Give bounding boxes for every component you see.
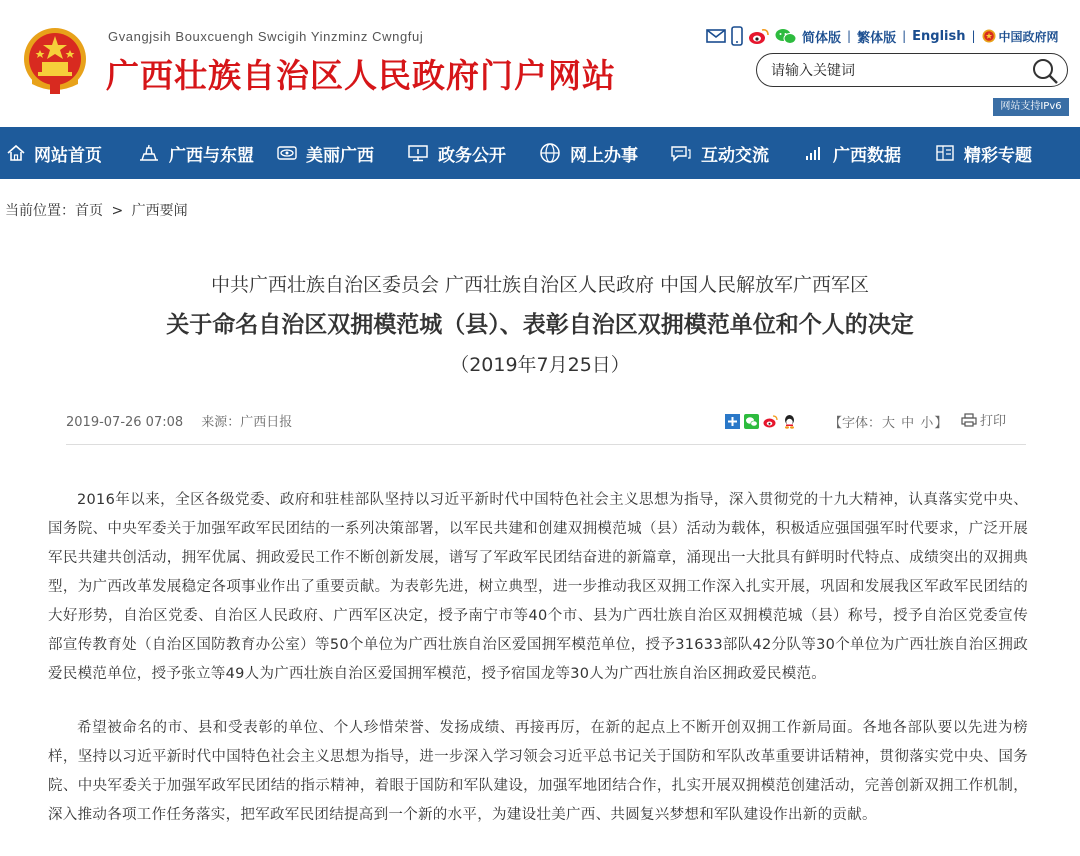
nav-item-beautiful[interactable] xyxy=(276,127,374,179)
nav-item-gov-affairs[interactable] xyxy=(406,127,506,179)
article-date-line: （2019年7月25日） xyxy=(450,354,630,376)
article-meta xyxy=(66,411,306,430)
breadcrumb-home[interactable]: 首页 xyxy=(75,203,103,219)
font-large-button[interactable]: 大 xyxy=(882,416,896,431)
simplified-link[interactable]: 简体版 xyxy=(802,30,842,46)
article-source: 来源：广西日报 xyxy=(201,415,293,430)
breadcrumb-current[interactable]: 广西要闻 xyxy=(131,203,188,219)
nav-label: 广西与东盟 xyxy=(169,145,254,166)
article-paragraph: 希望被命名的市、县和受表彰的单位、个人珍惜荣誉、发扬成绩、再接再厉，在新的起点上不断开创双拥工作新局面。各地各部队要以先进为榜样，坚持以习近平新时代中国特色社会主义思想为指导，进一步深入学习领会习近平总书记关于国防和军队改革重要讲话精神，贯彻落实党中央、国务院、中央军委关于加强军政军民团结的指示精神，着眼于国防和军队建设，加强军地团结合作，扎实开展双拥模范创建活动，完善创新双拥工作机制，深入推动各项工作任务落实，把军政军民团结提高到一个新的水平，为建设壮美广西、共圆复兴梦想和军队建设作出新的贡献。 xyxy=(48,720,1028,823)
publish-time: 2019-07-26 07:08 xyxy=(66,415,184,430)
globe-icon xyxy=(538,142,562,164)
bar-chart-icon xyxy=(803,143,825,163)
english-link[interactable]: English xyxy=(912,28,966,44)
main-nav xyxy=(0,127,1080,179)
share-bar xyxy=(725,414,797,429)
font-size-label: 【字体： xyxy=(829,416,882,431)
wechat-share-icon[interactable] xyxy=(744,414,759,429)
monitor-icon xyxy=(406,143,430,163)
site-title[interactable]: 广西壮族自治区人民政府门户网站 xyxy=(106,56,616,95)
breadcrumb-arrow: > xyxy=(111,203,124,219)
gov-emblem-icon xyxy=(982,29,996,43)
wechat-icon[interactable] xyxy=(775,27,797,45)
nav-label: 美丽广西 xyxy=(306,145,374,166)
weibo-icon[interactable] xyxy=(748,27,770,45)
print-label: 打印 xyxy=(980,414,1007,429)
site-subtitle: Gvangjsih Bouxcuengh Swcigih Yinzminz Cwngfuj xyxy=(108,29,424,44)
share-plus-icon[interactable] xyxy=(725,414,740,429)
font-size-control xyxy=(829,412,947,431)
nav-item-asean[interactable] xyxy=(137,127,254,179)
print-button[interactable] xyxy=(961,410,1006,429)
home-icon xyxy=(6,143,26,163)
search-icon[interactable] xyxy=(1031,57,1059,85)
nav-item-online-service[interactable] xyxy=(538,127,638,179)
search-input[interactable] xyxy=(771,60,1021,82)
ipv6-badge: 网站支持IPv6 xyxy=(993,98,1069,116)
search-box xyxy=(756,53,1068,87)
site-header xyxy=(0,0,1080,127)
font-size-close: 】 xyxy=(934,416,948,431)
breadcrumb xyxy=(5,200,192,220)
nav-label: 网上办事 xyxy=(570,145,638,166)
nav-item-topics[interactable] xyxy=(934,127,1032,179)
weibo-share-icon[interactable] xyxy=(763,414,778,429)
article-paragraph: 2016年以来，全区各级党委、政府和驻桂部队坚持以习近平新时代中国特色社会主义思想为指导，深入贯彻党的十九大精神，认真落实党中央、国务院、中央军委关于加强军政军民团结的一系列决策部署，以军民共建和创建双拥模范城（县）活动为载体，积极适应强国强军时代要求，广泛开展军民共建共创活动，拥军优属、拥政爱民工作不断创新发展，谱写了军政军民团结奋进的新篇章，涌现出一大批具有鲜明时代特点、成绩突出的双拥典型，为广西改革发展稳定各项事业作出了重要贡献。为表彰先进，树立典型，进一步推动我区双拥工作深入扎实开展，巩固和发展我区军政军民团结的大好形势，自治区党委、自治区人民政府、广西军区决定，授予南宁市等40个市、县为广西壮族自治区双拥模范城（县）称号，授予自治区党委宣传部宣传教育处（自治区国防教育办公室）等50个单位为广西壮族自治区爱国拥军模范单位，授予31633部队42分队等30个单位为广西壮族自治区拥政爱民模范单位，授予张立等49人为广西壮族自治区爱国拥军模范，授予宿国龙等30人为广西壮族自治区拥政爱民模范。 xyxy=(48,492,1028,682)
article-title: 关于命名自治区双拥模范城（县）、表彰自治区双拥模范单位和个人的决定 xyxy=(166,312,914,338)
nav-item-interaction[interactable] xyxy=(669,127,769,179)
qq-share-icon[interactable] xyxy=(782,414,797,429)
nav-item-home[interactable] xyxy=(6,127,102,179)
breadcrumb-prefix: 当前位置： xyxy=(5,203,75,219)
mobile-icon[interactable] xyxy=(731,26,743,46)
nav-label: 网站首页 xyxy=(34,145,102,166)
separator: | xyxy=(902,29,907,43)
printer-icon xyxy=(961,413,977,427)
nav-label: 广西数据 xyxy=(833,145,901,166)
issuing-organizations: 中共广西壮族自治区委员会 广西壮族自治区人民政府 中国人民解放军广西军区 xyxy=(210,274,870,296)
nav-label: 精彩专题 xyxy=(964,145,1032,166)
chat-icon xyxy=(669,143,693,163)
separator: | xyxy=(971,29,976,43)
mail-icon[interactable] xyxy=(706,28,726,44)
gov-website-link[interactable]: 中国政府网 xyxy=(998,29,1059,44)
top-links xyxy=(706,24,1059,48)
nav-item-data[interactable] xyxy=(803,127,901,179)
traditional-link[interactable]: 繁体版 xyxy=(857,30,897,46)
nav-label: 政务公开 xyxy=(438,145,506,166)
national-emblem-icon[interactable] xyxy=(22,26,88,96)
nav-label: 互动交流 xyxy=(701,145,769,166)
font-medium-button[interactable]: 中 xyxy=(901,416,915,431)
eye-icon xyxy=(276,143,298,163)
separator: | xyxy=(847,29,852,43)
grid-icon xyxy=(934,143,956,163)
building-icon xyxy=(137,143,161,163)
font-small-button[interactable]: 小 xyxy=(920,416,934,431)
meta-divider xyxy=(66,444,1026,445)
